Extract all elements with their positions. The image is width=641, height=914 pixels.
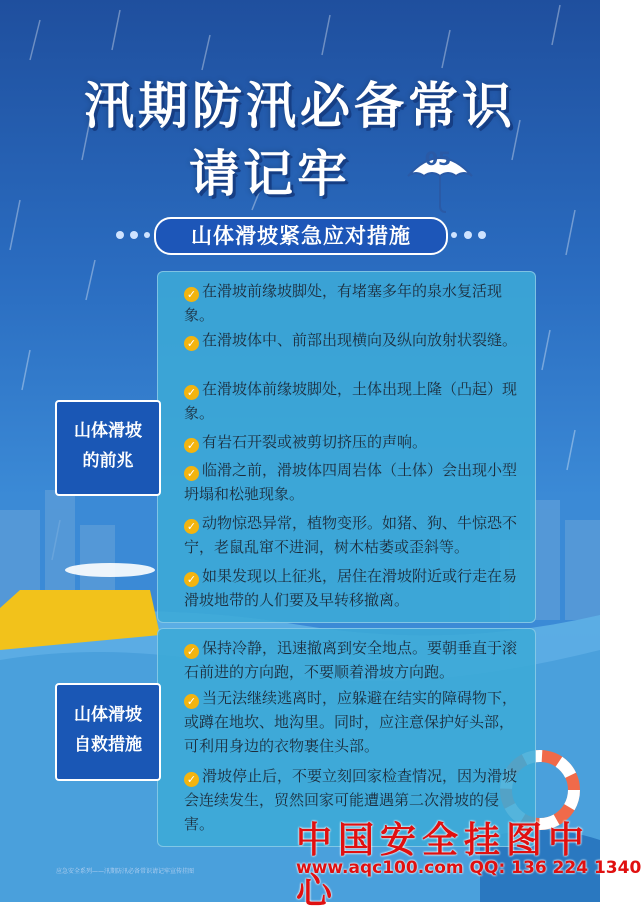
dot-icon: [144, 232, 150, 238]
subtitle-banner: [108, 217, 492, 255]
list-item: ✓ 在滑坡前缘坡脚处，有堵塞多年的泉水复活现象。: [184, 282, 503, 324]
precursor-panel: [157, 271, 536, 623]
list-item: ✓ 如果发现以上征兆，居住在滑坡附近或行走在易滑坡地带的人们要及早转移撤离。: [184, 567, 518, 609]
dot-icon: [116, 231, 124, 239]
check-icon: ✓: [184, 694, 199, 709]
check-icon: ✓: [184, 438, 199, 453]
list-item: ✓ 有岩石开裂或被剪切挤压的声响。: [184, 430, 526, 454]
self-rescue-label: 山体滑坡 自救措施: [55, 683, 161, 781]
check-icon: ✓: [184, 466, 199, 481]
main-title: 汛期防汛必备常识: [84, 77, 516, 135]
issue-number: 05: [424, 148, 452, 170]
dot-icon: [130, 231, 138, 239]
watermark-contact: www.aqc100.com QQ: 136 224 1340: [296, 858, 641, 878]
watermark-title: 中国安全挂图中心: [296, 819, 591, 912]
list-item: ✓ 在滑坡体中、前部出现横向及纵向放射状裂缝。: [184, 328, 526, 352]
list-item: ✓ 动物惊恐异常，植物变形。如猪、狗、牛惊恐不宁，老鼠乱窜不进洞，树木枯萎或歪斜等。: [184, 514, 518, 556]
list-item: ✓ 保持冷静，迅速撤离到安全地点。要朝垂直于滚石前进的方向跑，不要顺着滑坡方向跑。: [184, 639, 518, 681]
sub-title: 请记牢: [189, 145, 351, 203]
check-icon: ✓: [184, 772, 199, 787]
check-icon: ✓: [184, 519, 199, 534]
check-icon: ✓: [184, 287, 199, 302]
check-icon: ✓: [184, 336, 199, 351]
footer-caption: 应急安全系列——汛期防汛必备常识请记牢宣传挂图: [56, 868, 195, 875]
precursor-label: 山体滑坡 的前兆: [55, 400, 161, 496]
check-icon: ✓: [184, 644, 199, 659]
section-subtitle: 山体滑坡紧急应对措施: [154, 217, 448, 255]
dot-icon: [464, 231, 472, 239]
check-icon: ✓: [184, 572, 199, 587]
list-item: ✓ 临滑之前，滑坡体四周岩体（土体）会出现小型坍塌和松驰现象。: [184, 461, 518, 503]
dot-icon: [451, 232, 457, 238]
dot-icon: [478, 231, 486, 239]
list-item: ✓ 当无法继续逃离时，应躲避在结实的障碍物下，或蹲在地坎、地沟里。同时，应注意保护好头部，可利用身边的衣物裹住头部。: [184, 689, 518, 755]
list-item: ✓ 滑坡停止后，不要立刻回家检查情况，因为滑坡会连续发生，贸然回家可能遭遇第二次滑坡的侵害。: [184, 767, 518, 833]
check-icon: ✓: [184, 385, 199, 400]
list-item: ✓ 在滑坡体前缘坡脚处，土体出现上隆（凸起）现象。: [184, 380, 518, 422]
